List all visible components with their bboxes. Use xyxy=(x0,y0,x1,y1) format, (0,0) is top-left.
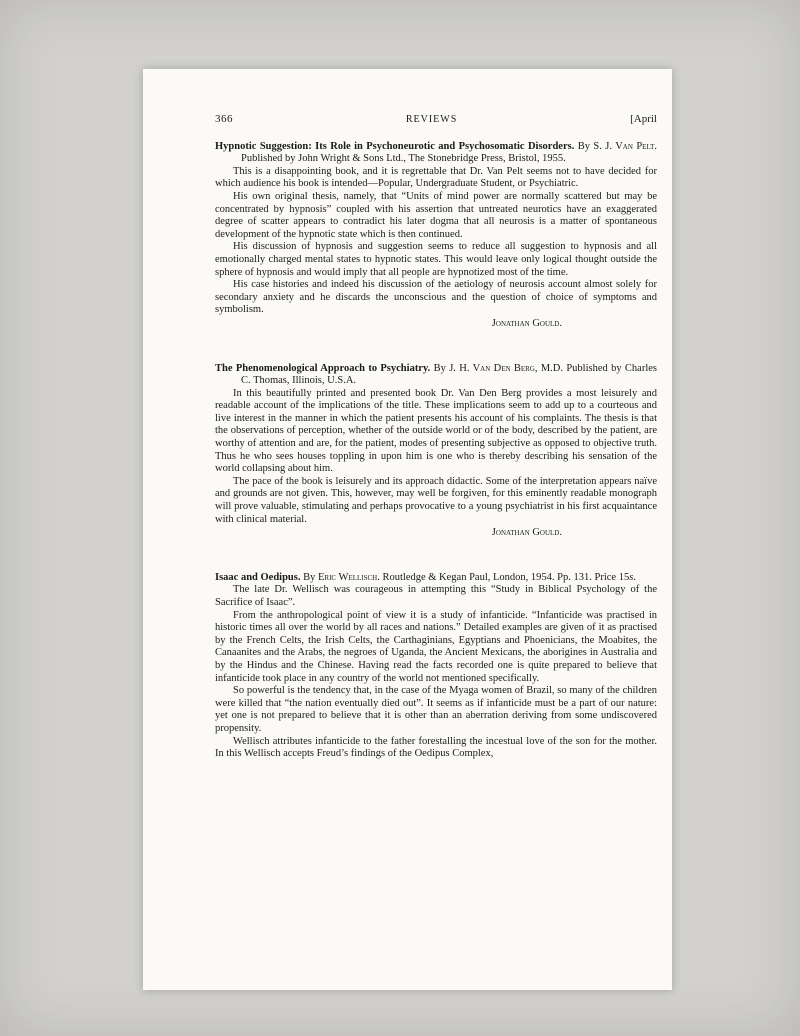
review-heading xyxy=(215,572,657,585)
by-text: By xyxy=(574,140,594,152)
book-title: Hypnotic Suggestion: Its Role in Psychoneurotic and Psychosomatic Disorders. xyxy=(215,140,575,152)
reviewer-name: Jonathan Gould. xyxy=(491,317,562,329)
review-isaac-and-oedipus xyxy=(215,572,657,761)
publisher-info: . Routledge & Kegan Paul, London, 1954. Pp. 131. Price 15 xyxy=(377,571,630,583)
price-shilling-abbrev: s xyxy=(629,571,634,583)
review-paragraph: His case histories and indeed his discussion of the aetiology of neurosis account almost solely for secondary anxiety and he discards the unconscious and the question of choice of symptoms and symbolism. xyxy=(215,279,657,316)
journal-page xyxy=(143,69,672,990)
review-paragraph: His own original thesis, namely, that “Units of mind power are normally scattered but may be concentrated by hypnosis” coupled with his assertion that untreated neurotics have an exaggerated degree of scatter appears to contradict his later dogma that all neurosis is a matter of spontaneous development of the hypnotic state which is then continued. xyxy=(215,190,657,240)
review-paragraph: The late Dr. Wellisch was courageous in attempting this “Study in Biblical Psychology of the Sacrifice of Isaac”. xyxy=(215,584,657,608)
review-paragraph: In this beautifully printed and presented book Dr. Van Den Berg provides a most leisurely and readable account of the implications of the title. These implications seem to add up to a courteous and live interest in the manner in which the patient presents his account of his complaints. The thesis is that the observations of perception, whether of the outside world or of the body, described by the patient, are worthy of attention and are, for the patient, modes of presenting subjective as opposed to objective truth. Thus he who sees houses toppling in upon him is one who is thereby describing his sensation of the world collapsing about him. xyxy=(215,387,657,475)
book-title: The Phenomenological Approach to Psychiatry. xyxy=(215,362,431,374)
review-paragraph: From the anthropological point of view it is a study of infanticide. “Infanticide was practised in historic times all over the world by all races and nations.” Detailed examples are given of it as practised by the French Celts, the Irish Celts, the Carthaginians, Egyptians and Phoenicians, the Moabites, the Canaanites and the Arabs, the negroes of Uganda, the Ancient Mexicans, the aborigines in Australia and by the Hindus and the Chinese. Having read the facts recorded one is quite prepared to believe that infanticide took place in any country of the world not mentioned specifically. xyxy=(215,609,657,684)
page-content xyxy=(215,113,657,761)
review-heading xyxy=(215,141,657,166)
review-paragraph: This is a disappointing book, and it is regrettable that Dr. Van Pelt seems not to have decided for which audience his book is intended—Popular, Undergraduate Student, or Psychiatric. xyxy=(215,165,657,190)
book-author: J. H. Van Den Berg, M.D. xyxy=(449,362,563,374)
book-title: Isaac and Oedipus. xyxy=(215,571,301,583)
by-text: By xyxy=(300,571,319,583)
reviewer-signature xyxy=(215,527,657,540)
review-paragraph: Wellisch attributes infanticide to the father forestalling the incestual love of the son for the mother. In this Wellisch accepts Freud’s findings of the Oedipus Complex, xyxy=(215,735,657,760)
review-paragraph: So powerful is the tendency that, in the case of the Myaga women of Brazil, so many of the children were killed that “the nation eventually died out”. It seems as if infanticide must be a part of our nature: yet one is not prepared to believe that it is other than an aberration deriving from some undiscovered propensity. xyxy=(215,685,657,734)
page-number: 366 xyxy=(215,113,233,125)
review-paragraph: The pace of the book is leisurely and its approach didactic. Some of the interpretation appears naïve and grounds are not given. This, however, may well be forgiven, for this eminently readable monograph will prove valuable, stimulating and perhaps provocative to a young psychiatrist in his first acquaintance with clinical material. xyxy=(215,475,657,525)
page-header xyxy=(215,113,657,127)
publisher-info: . Published by John Wright & Sons Ltd., The Stonebridge Press, Bristol, 1955. xyxy=(241,140,657,165)
issue-month: [April xyxy=(630,113,657,125)
publisher-info-end: . xyxy=(633,571,636,583)
review-heading xyxy=(215,363,657,388)
by-text: By xyxy=(430,362,450,374)
review-hypnotic-suggestion xyxy=(215,141,657,331)
review-paragraph: His discussion of hypnosis and suggestion seems to reduce all suggestion to hypnosis and all emotionally charged mental states to hypnotic states. This would leave only logical thought outside the sphere of hypnosis and would imply that all people are hypnotized most of the time. xyxy=(215,241,657,278)
book-author: Eric Wellisch xyxy=(318,571,378,583)
publisher-info: Published by Charles C. Thomas, Illinois, U.S.A. xyxy=(241,362,657,387)
reviewer-signature xyxy=(215,318,657,331)
review-phenomenological-approach xyxy=(215,363,657,540)
book-author: S. J. Van Pelt xyxy=(593,140,655,152)
running-head: REVIEWS xyxy=(405,114,458,125)
reviewer-name: Jonathan Gould. xyxy=(491,527,562,539)
